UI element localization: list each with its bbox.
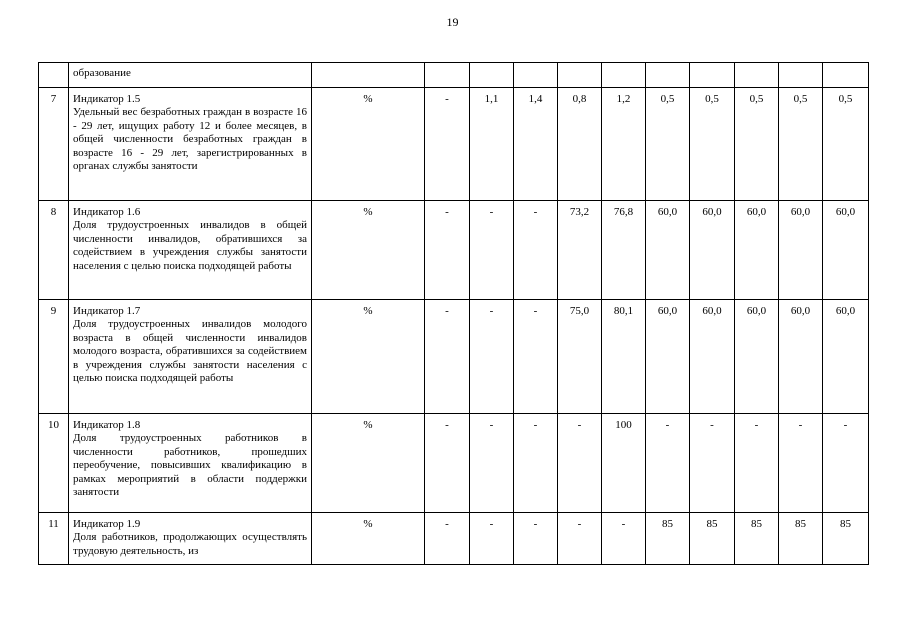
page-number: 19 (446, 15, 459, 29)
value-cell: 60,0 (646, 300, 690, 414)
value-cell: 60,0 (690, 201, 735, 300)
unit-cell: % (312, 513, 425, 565)
value-cell: 0,8 (558, 88, 602, 201)
value-cell: - (425, 201, 470, 300)
value-cell: - (602, 513, 646, 565)
value-cell: 60,0 (823, 300, 869, 414)
value-cell: 0,5 (735, 88, 779, 201)
value-cell: - (425, 300, 470, 414)
description-cell (69, 88, 312, 201)
table-row (39, 414, 869, 513)
value-cell (514, 63, 558, 88)
table-row (39, 513, 869, 565)
value-cell: - (425, 513, 470, 565)
indicator-name: Индикатор 1.8 (73, 419, 141, 431)
indicator-name: Индикатор 1.5 (73, 93, 141, 105)
table-row (39, 201, 869, 300)
value-cell: 0,5 (690, 88, 735, 201)
unit-cell: % (312, 300, 425, 414)
value-cell: - (690, 414, 735, 513)
value-cell: 73,2 (558, 201, 602, 300)
value-cell: 76,8 (602, 201, 646, 300)
value-cell: - (470, 513, 514, 565)
description-cell (69, 300, 312, 414)
indicator-description: Доля трудоустроенных инвалидов молодого возраста в общей численности инвалидов молодого возраста, обратившихся за содействием в учреждения службы занятости населения с целью поиска подходящей работы (73, 318, 307, 385)
row-number-cell: 10 (39, 414, 69, 513)
value-cell: 60,0 (735, 201, 779, 300)
value-cell: 60,0 (690, 300, 735, 414)
table-row (39, 88, 869, 201)
value-cell: 80,1 (602, 300, 646, 414)
value-cell (470, 63, 514, 88)
value-cell: 0,5 (779, 88, 823, 201)
value-cell: - (514, 513, 558, 565)
value-cell: 1,1 (470, 88, 514, 201)
value-cell: 0,5 (646, 88, 690, 201)
value-cell (558, 63, 602, 88)
value-cell (602, 63, 646, 88)
table-row (39, 300, 869, 414)
value-cell: - (470, 414, 514, 513)
row-number-cell: 7 (39, 88, 69, 201)
row-number-cell (39, 63, 69, 88)
row-number-cell: 9 (39, 300, 69, 414)
value-cell: - (470, 300, 514, 414)
unit-cell (312, 63, 425, 88)
unit-cell: % (312, 201, 425, 300)
row-number-cell: 11 (39, 513, 69, 565)
description-cell (69, 201, 312, 300)
value-cell (823, 63, 869, 88)
value-cell: - (514, 201, 558, 300)
value-cell: 60,0 (779, 300, 823, 414)
value-cell: 1,4 (514, 88, 558, 201)
value-cell: 60,0 (646, 201, 690, 300)
value-cell: - (646, 414, 690, 513)
value-cell: 1,2 (602, 88, 646, 201)
value-cell: - (735, 414, 779, 513)
value-cell: 0,5 (823, 88, 869, 201)
indicator-description: Удельный вес безработных граждан в возрасте 16 - 29 лет, ищущих работу 12 и более месяцев, в общей численности безработных граждан в возрасте 16 - 29 лет, зарегистрированных в органах службы занятости (73, 106, 307, 173)
description-cell (69, 513, 312, 565)
description-cell: образование (69, 63, 312, 88)
value-cell: - (514, 300, 558, 414)
indicator-name: Индикатор 1.9 (73, 518, 141, 530)
value-cell: - (558, 513, 602, 565)
value-cell (690, 63, 735, 88)
value-cell: 85 (690, 513, 735, 565)
value-cell (779, 63, 823, 88)
value-cell: 60,0 (735, 300, 779, 414)
unit-cell: % (312, 414, 425, 513)
value-cell: 85 (823, 513, 869, 565)
value-cell: - (558, 414, 602, 513)
indicator-name: Индикатор 1.7 (73, 305, 141, 317)
indicator-name: Индикатор 1.6 (73, 206, 141, 218)
value-cell: 75,0 (558, 300, 602, 414)
value-cell (735, 63, 779, 88)
value-cell (425, 63, 470, 88)
value-cell: - (425, 414, 470, 513)
value-cell: 60,0 (779, 201, 823, 300)
value-cell: - (514, 414, 558, 513)
value-cell: - (470, 201, 514, 300)
value-cell: - (779, 414, 823, 513)
value-cell: 85 (646, 513, 690, 565)
description-cell (69, 414, 312, 513)
row-number-cell: 8 (39, 201, 69, 300)
value-cell (646, 63, 690, 88)
value-cell: 100 (602, 414, 646, 513)
value-cell: - (823, 414, 869, 513)
value-cell: - (425, 88, 470, 201)
unit-cell: % (312, 88, 425, 201)
indicator-description: Доля работников, продолжающих осуществлять трудовую деятельность, из (73, 531, 307, 557)
value-cell: 85 (779, 513, 823, 565)
value-cell: 85 (735, 513, 779, 565)
indicator-description: Доля трудоустроенных работников в численности работников, прошедших переобучение, повысивших квалификацию в рамках мероприятий в области поддержки занятости (73, 432, 307, 499)
indicator-description: Доля трудоустроенных инвалидов в общей численности инвалидов, обратившихся за содействием в учреждения службы занятости населения с целью поиска подходящей работы (73, 219, 307, 272)
indicators-table (38, 62, 869, 565)
value-cell: 60,0 (823, 201, 869, 300)
table-row (39, 63, 869, 88)
